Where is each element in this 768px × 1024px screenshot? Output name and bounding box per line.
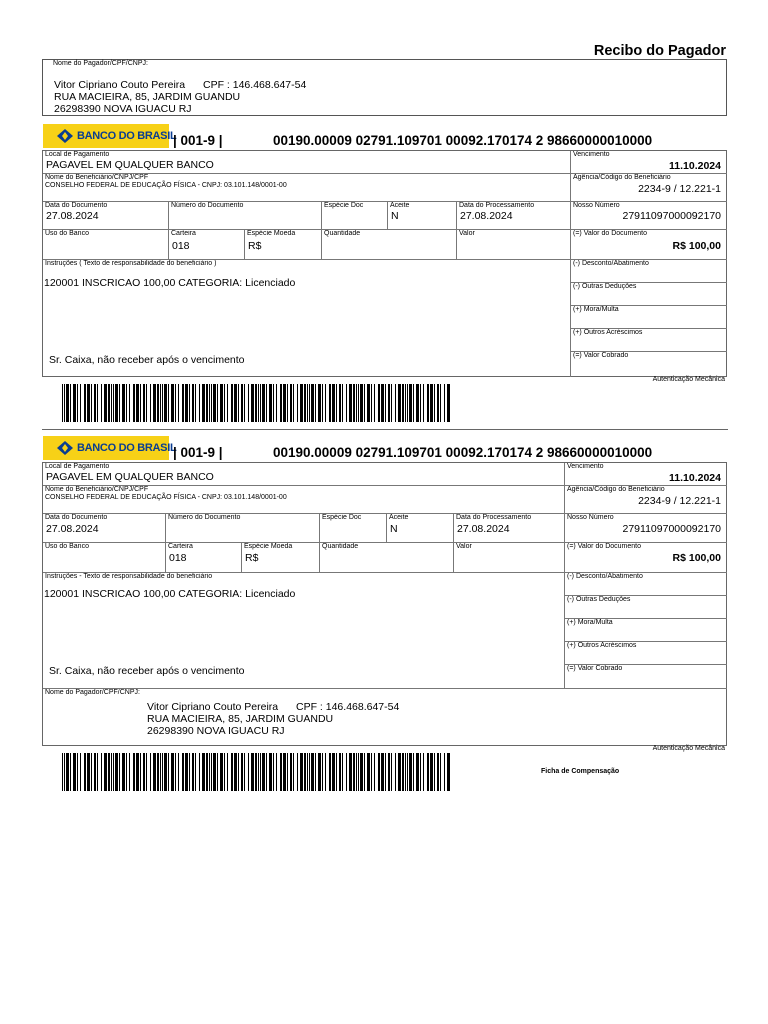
vencimento-cell	[570, 151, 727, 173]
nosso-numero-label: Nosso Número	[567, 514, 614, 521]
receipt-payer-cpf: CPF : 146.468.647-54	[203, 79, 307, 91]
data-proc-value: 27.08.2024	[460, 210, 513, 222]
quantidade-cell	[321, 229, 457, 259]
data-proc-value: 27.08.2024	[457, 523, 510, 535]
especie-moeda-value: R$	[248, 240, 262, 252]
aceite-cell	[386, 513, 454, 542]
mora-label: (+) Mora/Multa	[567, 619, 613, 626]
beneficiario-cell	[43, 173, 571, 201]
valor-doc-cell	[570, 229, 727, 259]
outras-deducoes-cell	[570, 282, 727, 306]
carteira-cell	[165, 542, 242, 572]
uso-banco-cell	[43, 229, 169, 259]
desconto-cell	[564, 572, 727, 596]
autenticacao-label: Autenticação Mecânica	[652, 376, 725, 383]
bank-logo	[43, 124, 177, 148]
uso-banco-cell	[43, 542, 166, 572]
bank-code: | 001-9 |	[173, 445, 223, 460]
receipt-payer-address: RUA MACIEIRA, 85, JARDIM GUANDU	[54, 91, 241, 103]
barcode	[62, 384, 452, 422]
instrucoes-label: Instruções ( Texto de responsabilidade do beneficiário )	[45, 260, 217, 267]
carteira-cell	[168, 229, 245, 259]
ficha-compensacao-label: Ficha de Compensação	[541, 768, 620, 775]
valor-doc-label: (=) Valor do Documento	[567, 543, 641, 550]
payer-label: Nome do Pagador/CPF/CNPJ:	[45, 689, 140, 696]
instrucao-line-2: Sr. Caixa, não receber após o vencimento	[49, 354, 245, 366]
instrucao-line-1: 120001 INSCRICAO 100,00 CATEGORIA: Licenciado	[44, 588, 296, 600]
vencimento-label: Vencimento	[567, 463, 604, 470]
local-pagamento-cell	[43, 151, 571, 173]
valor-cobrado-label: (=) Valor Cobrado	[573, 352, 629, 359]
receipt-payer-label: Nome do Pagador/CPF/CNPJ:	[53, 60, 148, 67]
payer-address: RUA MACIEIRA, 85, JARDIM GUANDU	[147, 713, 334, 725]
nosso-numero-cell	[570, 201, 727, 229]
vencimento-cell	[564, 463, 727, 485]
agencia-cell	[564, 485, 727, 513]
valor-label: Valor	[456, 543, 472, 550]
num-doc-label: Número do Documento	[168, 514, 241, 521]
valor-doc-value: R$ 100,00	[672, 240, 721, 252]
valor-cobrado-label: (=) Valor Cobrado	[567, 665, 623, 672]
carteira-value: 018	[172, 240, 190, 252]
barcode	[62, 753, 452, 791]
local-pagamento-value: PAGAVEL EM QUALQUER BANCO	[46, 471, 214, 483]
vencimento-label: Vencimento	[573, 151, 610, 158]
agencia-label: Agência/Código do Beneficiário	[573, 174, 671, 181]
data-proc-label: Data do Processamento	[459, 202, 535, 209]
slip-table	[42, 462, 727, 746]
mora-label: (+) Mora/Multa	[573, 306, 619, 313]
instrucoes-cell	[43, 572, 565, 689]
aceite-value: N	[391, 210, 399, 222]
uso-banco-label: Uso do Banco	[45, 543, 89, 550]
agencia-cell	[570, 173, 727, 201]
local-pagamento-cell	[43, 463, 565, 485]
valor-cell	[453, 542, 565, 572]
especie-doc-cell	[321, 201, 388, 229]
agencia-value: 2234-9 / 12.221-1	[638, 495, 721, 507]
desconto-cell	[570, 259, 727, 283]
especie-doc-label: Espécie Doc	[322, 514, 362, 521]
beneficiario-value: CONSELHO FEDERAL DE EDUCAÇÃO FÍSICA - CNPJ: 03.101.148/0001-00	[45, 182, 287, 189]
num-doc-label: Número do Documento	[171, 202, 244, 209]
valor-doc-cell	[564, 542, 727, 572]
slip-table	[42, 150, 727, 377]
bank-logo	[43, 436, 177, 460]
receipt-payer-name: Vitor Cipriano Couto Pereira	[54, 79, 186, 91]
instrucao-line-2: Sr. Caixa, não receber após o vencimento	[49, 665, 245, 677]
payer-cell	[43, 688, 727, 746]
especie-doc-label: Espécie Doc	[324, 202, 364, 209]
bank-code: | 001-9 |	[173, 133, 223, 148]
mora-cell	[564, 618, 727, 642]
receipt-title: Recibo do Pagador	[593, 43, 726, 59]
payer-name: Vitor Cipriano Couto Pereira	[147, 701, 279, 713]
carteira-label: Carteira	[168, 543, 193, 550]
mora-cell	[570, 305, 727, 329]
barcode-bar	[447, 384, 450, 422]
instrucao-line-1: 120001 INSCRICAO 100,00 CATEGORIA: Licenciado	[44, 277, 296, 289]
digitable-line: 00190.00009 02791.109701 00092.170174 2 98660000010000	[273, 133, 653, 148]
desconto-label: (-) Desconto/Abatimento	[573, 260, 649, 267]
agencia-value: 2234-9 / 12.221-1	[638, 183, 721, 195]
desconto-label: (-) Desconto/Abatimento	[567, 573, 643, 580]
nosso-numero-value: 27911097000092170	[622, 210, 721, 222]
data-proc-cell	[453, 513, 565, 542]
agencia-label: Agência/Código do Beneficiário	[567, 486, 665, 493]
outras-deducoes-label: (-) Outras Deduções	[573, 283, 637, 290]
data-doc-cell	[43, 513, 166, 542]
aceite-label: Aceite	[390, 202, 410, 209]
barcode-bar	[447, 753, 450, 791]
aceite-cell	[387, 201, 457, 229]
quantidade-cell	[319, 542, 454, 572]
especie-moeda-value: R$	[245, 552, 259, 564]
beneficiario-cell	[43, 485, 565, 513]
outros-acrescimos-label: (+) Outros Acréscimos	[573, 329, 643, 336]
nosso-numero-value: 27911097000092170	[622, 523, 721, 535]
digitable-line: 00190.00009 02791.109701 00092.170174 2 98660000010000	[273, 445, 653, 460]
nosso-numero-label: Nosso Número	[573, 202, 620, 209]
banco-do-brasil-logo-icon	[57, 129, 73, 143]
data-doc-label: Data do Documento	[45, 202, 108, 209]
local-pagamento-label: Local de Pagamento	[45, 151, 110, 158]
instrucoes-label: Instruções - Texto de responsabilidade do beneficiário	[45, 573, 213, 580]
num-doc-cell	[168, 201, 322, 229]
quantidade-label: Quantidade	[324, 230, 361, 237]
num-doc-cell	[165, 513, 320, 542]
bank-name: BANCO DO BRASIL	[77, 442, 177, 454]
especie-moeda-cell	[241, 542, 320, 572]
payer-cpf: CPF : 146.468.647-54	[296, 701, 400, 713]
cut-line	[42, 429, 728, 430]
local-pagamento-label: Local de Pagamento	[45, 463, 110, 470]
outras-deducoes-cell	[564, 595, 727, 619]
vencimento-value: 11.10.2024	[669, 472, 721, 484]
instrucoes-cell	[43, 259, 571, 377]
autenticacao-label: Autenticação Mecânica	[652, 745, 725, 752]
valor-cobrado-cell	[564, 664, 727, 689]
especie-doc-cell	[319, 513, 387, 542]
especie-moeda-label: Espécie Moeda	[247, 230, 296, 237]
outros-acrescimos-cell	[564, 641, 727, 665]
local-pagamento-value: PAGAVEL EM QUALQUER BANCO	[46, 159, 214, 171]
receipt-payer-city: 26298390 NOVA IGUACU RJ	[54, 103, 192, 115]
especie-moeda-cell	[244, 229, 322, 259]
quantidade-label: Quantidade	[322, 543, 359, 550]
outros-acrescimos-cell	[570, 328, 727, 352]
banco-do-brasil-logo-icon	[57, 441, 73, 455]
carteira-value: 018	[169, 552, 187, 564]
valor-doc-value: R$ 100,00	[672, 552, 721, 564]
data-doc-value: 27.08.2024	[46, 523, 99, 535]
beneficiario-value: CONSELHO FEDERAL DE EDUCAÇÃO FÍSICA - CNPJ: 03.101.148/0001-00	[45, 494, 287, 501]
data-doc-value: 27.08.2024	[46, 210, 99, 222]
receipt-payer-box	[42, 59, 727, 116]
aceite-value: N	[390, 523, 398, 535]
nosso-numero-cell	[564, 513, 727, 542]
payer-city: 26298390 NOVA IGUACU RJ	[147, 725, 285, 737]
beneficiario-label: Nome do Beneficiário/CNPJ/CPF	[45, 486, 149, 493]
data-doc-label: Data do Documento	[45, 514, 108, 521]
valor-doc-label: (=) Valor do Documento	[573, 230, 647, 237]
vencimento-value: 11.10.2024	[669, 160, 721, 172]
uso-banco-label: Uso do Banco	[45, 230, 89, 237]
aceite-label: Aceite	[389, 514, 409, 521]
beneficiario-label: Nome do Beneficiário/CNPJ/CPF	[45, 174, 149, 181]
valor-cobrado-cell	[570, 351, 727, 377]
data-proc-label: Data do Processamento	[456, 514, 532, 521]
carteira-label: Carteira	[171, 230, 196, 237]
outros-acrescimos-label: (+) Outros Acréscimos	[567, 642, 637, 649]
especie-moeda-label: Espécie Moeda	[244, 543, 293, 550]
data-doc-cell	[43, 201, 169, 229]
data-proc-cell	[456, 201, 571, 229]
valor-cell	[456, 229, 571, 259]
outras-deducoes-label: (-) Outras Deduções	[567, 596, 631, 603]
valor-label: Valor	[459, 230, 475, 237]
bank-name: BANCO DO BRASIL	[77, 130, 177, 142]
